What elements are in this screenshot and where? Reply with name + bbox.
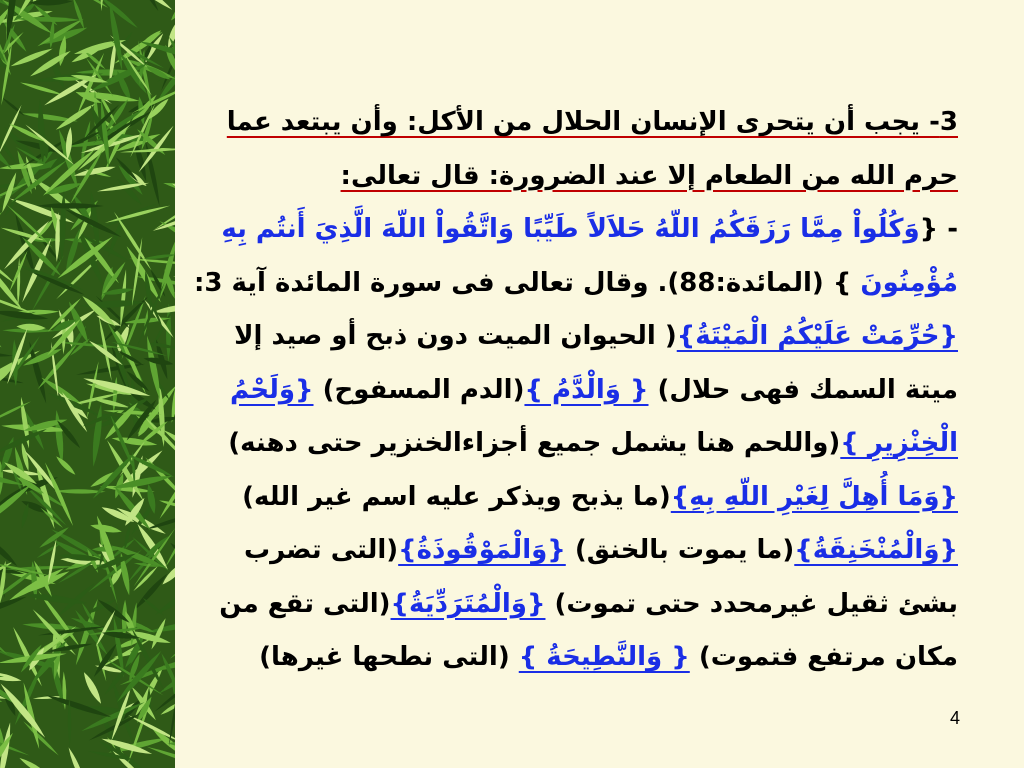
quran-verse: {وَالْمَوْقُوذَةُ}: [398, 535, 566, 565]
quran-verse: {وَالْمُتَرَدِّيَةُ}: [390, 588, 546, 619]
slide-body-text: [180, 96, 958, 685]
leaf-decoration: [18, 756, 51, 768]
explanation-text: (التى تقع من: [219, 588, 391, 619]
text-line: [180, 524, 958, 578]
leaf-decoration: [136, 281, 166, 346]
page-number: 4: [950, 708, 961, 728]
leaf-decoration: [0, 350, 13, 358]
leaf-decoration: [1, 96, 26, 117]
explanation-text: (الدم المسفوح): [313, 374, 525, 405]
leaf-decoration: [20, 81, 64, 97]
explanation-text: ( الحيوان الميت دون ذبح أو صيد إلا: [234, 321, 677, 351]
explanation-text: ميتة السمك فهى حلال): [648, 374, 958, 405]
quran-verse: {حُرِّمَتْ عَلَيْكُمُ الْمَيْتَةُ}: [676, 321, 958, 351]
leaf-decoration: [53, 410, 65, 465]
explanation-text: (التى نطحها غيرها): [259, 642, 519, 672]
leaf-decoration: [29, 48, 73, 79]
leaf-decoration: [149, 617, 167, 650]
quran-verse: { وَالنَّطِيحَةُ }: [518, 642, 690, 672]
leaf-decoration: [173, 322, 175, 356]
verse-reference: } (المائدة:88). وقال تعالى فى سورة المائدة آية 3:: [193, 267, 861, 298]
leaf-decoration: [0, 617, 9, 656]
explanation-text: بشئ ثقيل غيرمحدد حتى تموت): [545, 588, 958, 619]
text-line: [180, 364, 958, 418]
text-line: [180, 96, 958, 150]
text-line: [180, 417, 958, 471]
text-line: [180, 257, 958, 311]
text-line: [180, 471, 958, 525]
leaf-decoration: [54, 455, 77, 477]
leaf-decoration: [81, 670, 104, 705]
leaf-decoration: [90, 522, 123, 535]
quran-verse: وَكُلُواْ مِمَّا رَزَقَكُمُ اللّهُ حَلاَلاً طَيِّبًا وَاتَّقُواْ اللّهَ الَّذِيَ أَنتُم بِهِ: [221, 214, 920, 244]
text-line: [180, 631, 958, 685]
text-line: [180, 203, 958, 257]
text-line: [180, 578, 958, 632]
quran-verse: { وَالْدَّمُ }: [524, 374, 649, 405]
leaf-decoration: [36, 541, 63, 559]
leaf-decoration: [146, 745, 175, 768]
leaf-decoration: [2, 219, 51, 271]
text-line: [180, 150, 958, 204]
leaf-decoration: [122, 0, 175, 12]
quran-verse: {وَمَا أُهِلَّ لِغَيْرِ اللّهِ بِهِ}: [670, 481, 958, 512]
leaf-decoration: [141, 596, 164, 616]
leaf-decoration: [66, 746, 87, 768]
explanation-text: (ما يموت بالخنق): [565, 535, 795, 565]
leaf-decoration: [172, 262, 175, 279]
leaf-decoration: [22, 720, 60, 757]
heading-text: حرم الله من الطعام إلا عند الضرورة: قال تعالى:: [340, 160, 958, 191]
explanation-text: (ما يذبح ويذكر عليه اسم غير الله): [242, 481, 671, 512]
quran-verse: {وَلَحْمُ: [229, 374, 314, 405]
text-line: [180, 310, 958, 364]
leaf-decoration: [169, 615, 175, 661]
quran-verse: {وَالْمُنْخَنِقَةُ}: [794, 535, 958, 565]
leaf-decoration: [0, 670, 22, 684]
leaf-decoration: [0, 211, 3, 234]
decorative-leaf-border: [0, 0, 175, 768]
leaf-decoration: [163, 180, 175, 198]
explanation-text: مكان مرتفع فتموت): [689, 642, 958, 672]
verse-bracket: - {: [919, 214, 958, 244]
leaf-decoration: [124, 245, 164, 304]
leaf-decoration: [126, 0, 161, 13]
quran-verse: الْخِنْزِيرِ }: [840, 428, 958, 458]
quran-verse: مُؤْمِنُونَ: [860, 267, 958, 298]
heading-text: 3- يجب أن يتحرى الإنسان الحلال من الأكل: وأن يبتعد عما: [226, 107, 958, 137]
explanation-text: (التى تضرب: [243, 535, 399, 565]
leaf-decoration: [169, 0, 175, 22]
explanation-text: (واللحم هنا يشمل جميع أجزاءالخنزير حتى دهنه): [228, 428, 841, 458]
